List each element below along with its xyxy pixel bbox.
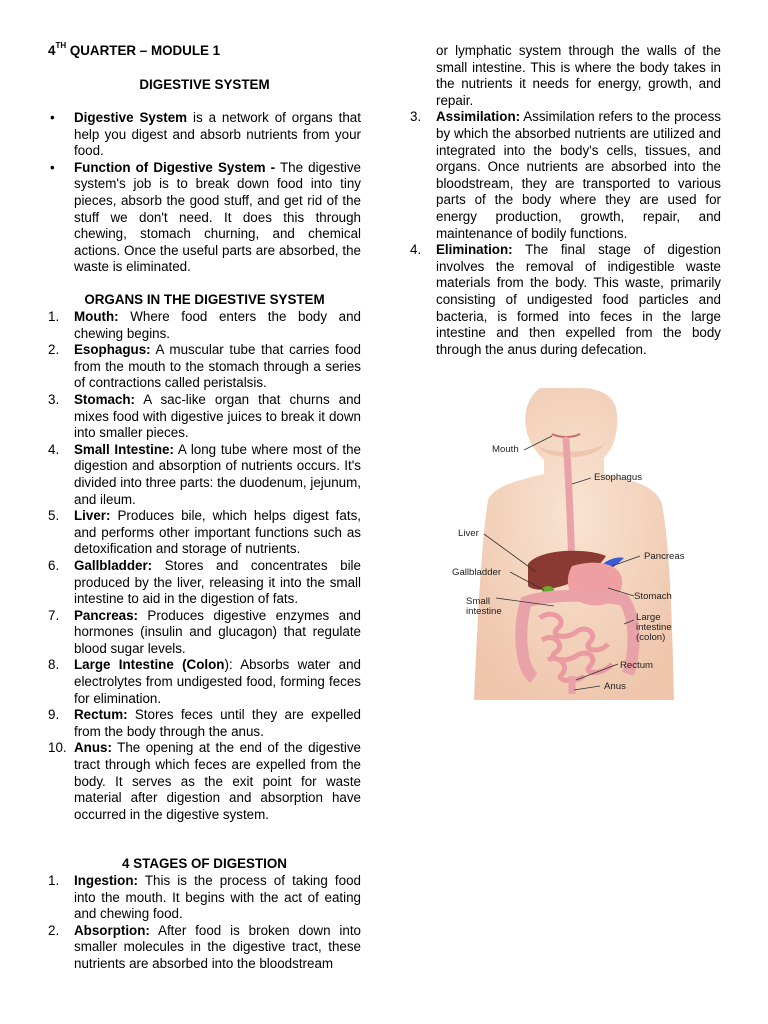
bullet-icon: • (50, 110, 55, 125)
module-header (48, 43, 220, 58)
label-esophagus: Esophagus (594, 472, 643, 483)
stages-list-left (48, 873, 361, 973)
label-anus: Anus (604, 681, 626, 692)
label-small-intestine-line2: intestine (466, 606, 502, 617)
quarter-number: 4 (48, 43, 56, 58)
organ-item-gallbladder: 6. Gallbladder: Stores and concentrates bile produced by the liver, releasing it into the small intestine to aid in the digestion of fats. (48, 557, 361, 607)
stages-heading: 4 STAGES OF DIGESTION (122, 856, 287, 871)
label-liver: Liver (458, 528, 479, 539)
module-label: QUARTER – MODULE 1 (66, 43, 221, 58)
diagram-svg (448, 388, 710, 700)
label-mouth: Mouth (492, 444, 519, 455)
bullet-icon: • (50, 159, 55, 175)
organ-item-anus: 10. Anus: The opening at the end of the digestive tract through which feces are expelled from the body. It serves as the exit point for waste material after digestion and absorption have occurred in the digestive system. (48, 740, 361, 822)
intro-text: The digestive system's job is to break down food into tiny pieces, absorb the good stuff, and get rid of the stuff we don't need. It does this through chewing, stomach churning, and chemical actions. Once the useful parts are absorbed, the waste is eliminated. (74, 159, 361, 275)
label-gallbladder: Gallbladder (452, 567, 502, 578)
organ-item-esophagus: 2. Esophagus: A muscular tube that carries food from the mouth to the stomach through a series of contractions called peristalsis. (48, 342, 361, 391)
quarter-superscript: TH (55, 41, 67, 50)
intro-term: Digestive System (74, 110, 188, 125)
stage-item-ingestion: 1. Ingestion: This is the process of taking food into the mouth. It begins with the act of eating and chewing food. (48, 873, 361, 922)
organ-item-stomach: 3. Stomach: A sac-like organ that churns and mixes food with digestive juices to break it down into smaller pieces. (48, 391, 361, 441)
label-rectum: Rectum (620, 660, 654, 671)
intro-item-digestive-system (48, 110, 361, 160)
organ-item-large-intestine: 8. Large Intestine (Colon): Absorbs water and electrolytes from undigested food, forming feces for elimination. (48, 657, 362, 706)
label-large-intestine-line1: Large (636, 612, 661, 623)
organ-item-liver: 5. Liver: Produces bile, which helps digest fats, and performs other important functions such as detoxification and storage of nutrients. (48, 508, 361, 557)
intro-text: is a network of organs that help you digest and absorb nutrients from your food. (74, 110, 361, 159)
digestive-system-diagram (448, 388, 710, 700)
organs-heading: ORGANS IN THE DIGESTIVE SYSTEM (84, 292, 325, 307)
intro-term: Function of Digestive System - (74, 159, 276, 175)
label-stomach: Stomach (634, 591, 672, 602)
organ-item-rectum: 9. Rectum: Stores feces until they are expelled from the body through the anus. (48, 707, 361, 739)
label-small-intestine-line1: Small (466, 596, 490, 607)
stages-list-right (410, 43, 721, 358)
stage-item-assimilation: 3. Assimilation: Assimilation refers to the process by which the absorbed nutrients are utilized and integrated into the body's cells, tissues, and organs. Once nutrients are absorbed into the bloodstream, they are transported to various parts of the body where they are used for energy production, growth, repair, and maintenance of bodily functions. (410, 109, 721, 241)
organ-item-small-intestine: 4. Small Intestine: A long tube where most of the digestion and absorption of nutrients occurs. It's divided into three parts: the duodenum, jejunum, and ileum. (48, 441, 361, 507)
page-title: DIGESTIVE SYSTEM (139, 77, 270, 92)
organ-item-mouth: 1. Mouth: Where food enters the body and chewing begins. (48, 309, 361, 341)
organs-list (48, 309, 361, 823)
label-large-intestine-line2: intestine (636, 622, 672, 633)
intro-list (48, 110, 361, 276)
stage-item-elimination: 4. Elimination: The final stage of digestion involves the removal of indigestible waste materials from the body. This waste, primarily consisting of undigested food particles and bacteria, is formed into feces in the large intestine and then expelled from the body through the anus during defecation. (410, 242, 721, 357)
label-large-intestine-line3: (colon) (636, 632, 666, 643)
organ-item-pancreas: 7. Pancreas: Produces digestive enzymes and hormones (insulin and glucagon) that regulate blood sugar levels. (48, 607, 361, 656)
stage-absorption-continued: or lymphatic system through the walls of the small intestine. This is where the body takes in the nutrients it needs for energy, growth, and repair. (436, 43, 721, 108)
intro-item-function (48, 160, 361, 276)
stage-item-absorption: 2. Absorption: After food is broken down into smaller molecules in the digestive tract, these nutrients are absorbed into the bloodstream (48, 922, 361, 971)
label-pancreas: Pancreas (644, 551, 685, 562)
